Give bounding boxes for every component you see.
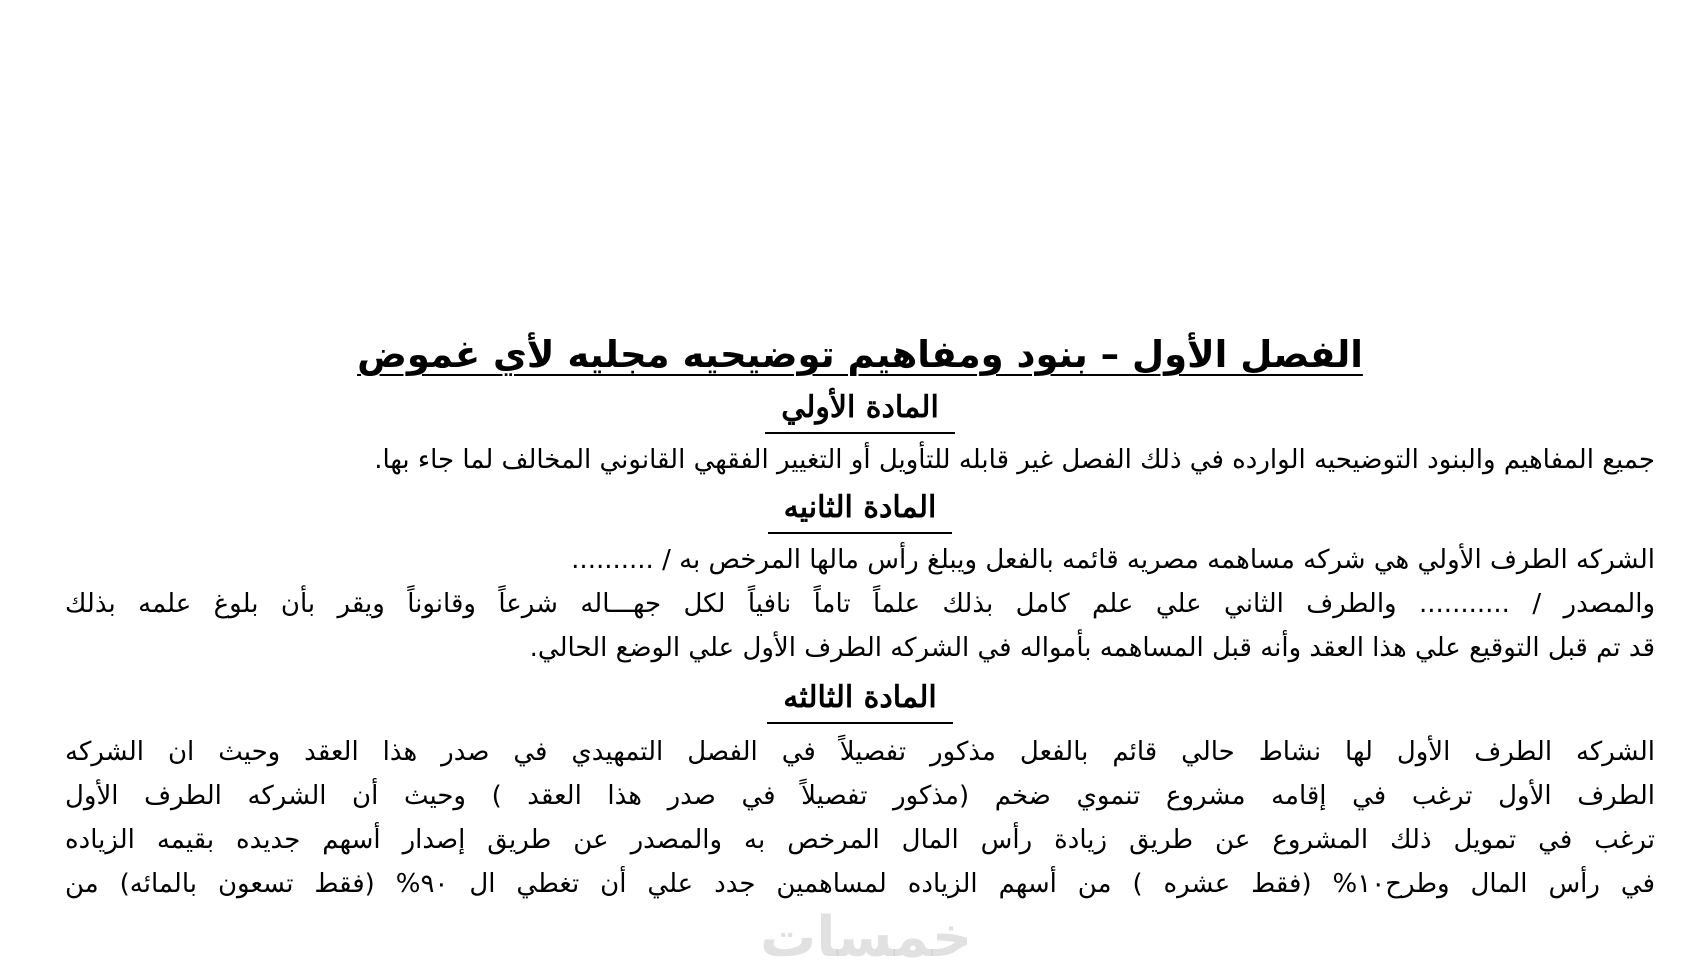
document-body [65, 330, 1655, 906]
article-1-paragraph [65, 438, 1655, 482]
article-3-heading [65, 678, 1655, 724]
article-3-line-2: الطرف الأول ترغب في إقامه مشروع تنموي ضخم (مذكور تفصيلاً في صدر هذا العقد ) وحيث أن الشركه الطرف الأول [65, 781, 1655, 811]
article-1-line-1: جميع المفاهيم والبنود التوضيحيه الوارده في ذلك الفصل غير قابله للتأويل أو التغيير الفقهي القانوني المخالف لما جاء بها. [374, 445, 1655, 475]
article-3-paragraph [65, 730, 1655, 906]
chapter-title [65, 330, 1655, 380]
article-3-line-1: الشركه الطرف الأول لها نشاط حالي قائم بالفعل مذكور تفصيلاً في الفصل التمهيدي في صدر هذا العقد وحيث ان الشركه [65, 737, 1655, 767]
article-3-heading-text: المادة الثالثه [767, 678, 952, 724]
article-2-heading [65, 488, 1655, 534]
watermark: خمسات [760, 905, 973, 970]
article-3-line-4: في رأس المال وطرح١٠% (فقط عشره ) من أسهم الزياده لمساهمين جدد علي أن تغطي ال ٩٠% (فقط تسعون بالمائه) من [65, 869, 1655, 899]
article-2-heading-text: المادة الثانيه [768, 488, 953, 534]
article-1-heading-text: المادة الأولي [765, 388, 955, 434]
chapter-title-text: الفصل الأول – بنود ومفاهيم توضيحيه مجليه لأي غموض [357, 333, 1363, 376]
article-2-line-3: قد تم قبل التوقيع علي هذا العقد وأنه قبل المساهمه بأمواله في الشركه الطرف الأول علي الوضع الحالي. [529, 633, 1655, 663]
article-2-line-2: والمصدر / ........... والطرف الثاني علي علم كامل بذلك علماً تاماً نافياً لكل جهـــاله شرعاً وقانوناً ويقر بأن بلوغ علمه بذلك [65, 589, 1655, 619]
article-1-heading [65, 388, 1655, 434]
article-2-paragraph [65, 538, 1655, 670]
article-2-line-1: الشركه الطرف الأولي هي شركه مساهمه مصريه قائمه بالفعل ويبلغ رأس مالها المرخص به / .......... [571, 545, 1655, 575]
article-3-line-3: ترغب في تمويل ذلك المشروع عن طريق زيادة رأس المال المرخص به والمصدر عن طريق إصدار أسهم جديده بقيمه الزياده [65, 825, 1655, 855]
